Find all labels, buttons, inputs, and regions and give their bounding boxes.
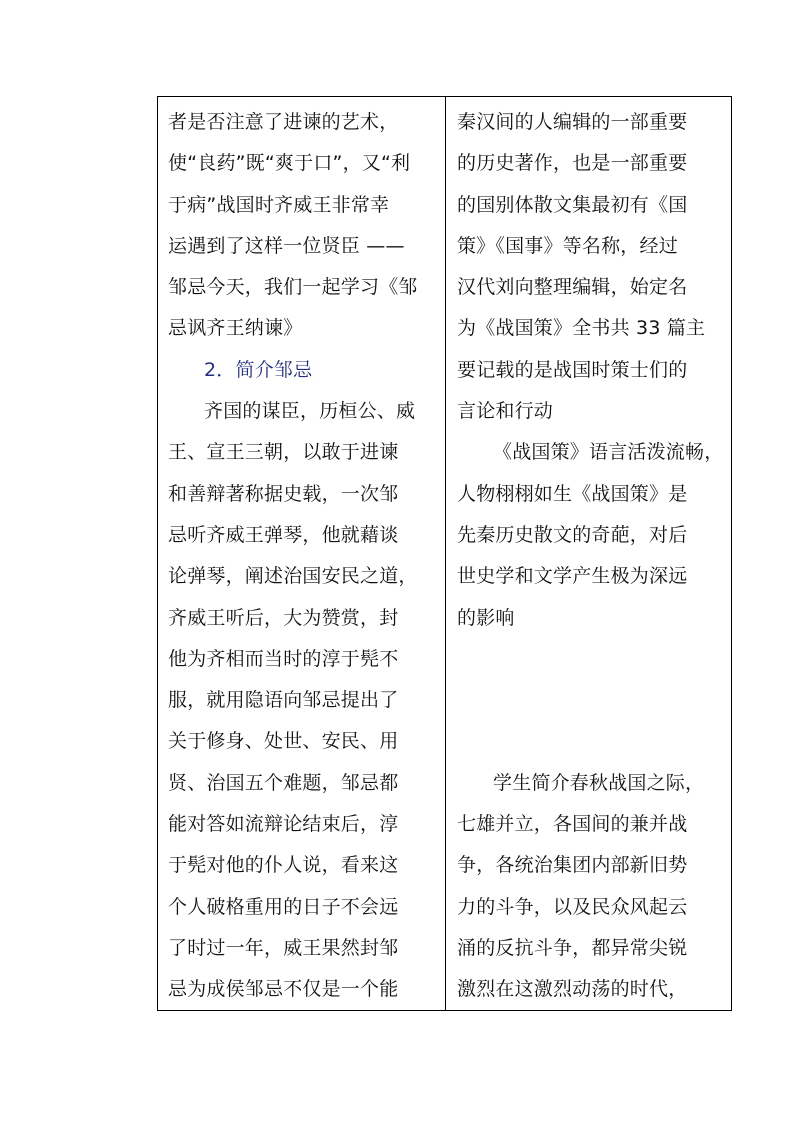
text-line: 使“良药”既“爽于口”，又“利	[168, 152, 411, 175]
text-line: 为《战国策》全书共 33 篇主	[457, 317, 706, 340]
text-line: 先秦历史散文的奇葩，对后	[457, 523, 688, 546]
text-line: 于髡对他的仆人说，看来这	[168, 854, 399, 877]
text-line: 的影响	[457, 606, 515, 629]
text-line: 要记载的是战国时策士们的	[457, 358, 688, 381]
text-line: 涌的反抗斗争，都异常尖锐	[457, 937, 688, 960]
text-line: 七雄并立，各国间的兼并战	[457, 813, 688, 836]
text-line: 忌讽齐王纳谏》	[168, 317, 303, 340]
left-column-cell	[158, 97, 446, 1010]
text-line: 汉代刘向整理编辑，始定名	[457, 276, 688, 299]
text-line: 于病”战国时齐威王非常幸	[168, 193, 390, 216]
content-table	[157, 96, 732, 1011]
text-line: 忌听齐威王弹琴，他就藉谈	[168, 523, 399, 546]
text-line: 《战国策》语言活泼流畅，	[493, 441, 724, 464]
text-line: 齐国的谋臣，历桓公、威	[204, 400, 416, 423]
text-line: 服，就用隐语向邹忌提出了	[168, 689, 399, 712]
text-line: 人物栩栩如生《战国策》是	[457, 482, 688, 505]
text-line: 贤、治国五个难题，邹忌都	[168, 771, 399, 794]
text-line: 个人破格重用的日子不会远	[168, 895, 399, 918]
text-line: 能对答如流辩论结束后，淳	[168, 813, 399, 836]
text-line: 的历史著作，也是一部重要	[457, 152, 688, 175]
text-line: 策》《国事》等名称，经过	[457, 234, 678, 257]
text-line: 邹忌今天，我们一起学习《邹	[168, 276, 418, 299]
text-line: 齐威王听后，大为赞赏，封	[168, 606, 399, 629]
text-line: 者是否注意了进谏的艺术，	[168, 111, 399, 133]
text-line: 忌为成侯邹忌不仅是一个能	[168, 978, 399, 1001]
text-line: 秦汉间的人编辑的一部重要	[457, 111, 688, 133]
text-line: 他为齐相而当时的淳于髡不	[168, 647, 399, 670]
text-line: 世史学和文学产生极为深远	[457, 565, 688, 588]
text-line: 运遇到了这样一位贤臣 ——	[168, 234, 405, 257]
text-line: 王、宣王三朝，以敢于进谏	[168, 441, 399, 464]
text-line: 力的斗争，以及民众风起云	[457, 895, 688, 918]
text-line: 争，各统治集团内部新旧势	[457, 854, 688, 877]
section-heading: 2．简介邹忌	[204, 358, 313, 381]
blank-space	[457, 639, 731, 763]
text-line: 论弹琴，阐述治国安民之道，	[168, 565, 418, 588]
text-line: 了时过一年，威王果然封邹	[168, 936, 399, 959]
right-column-cell	[446, 97, 731, 1010]
text-line: 言论和行动	[457, 400, 554, 423]
text-line: 学生简介春秋战国之际，	[493, 771, 705, 794]
text-line: 的国别体散文集最初有《国	[457, 193, 688, 216]
text-line: 关于修身、处世、安民、用	[168, 730, 399, 753]
text-line: 激烈在这激烈动荡的时代，	[457, 978, 688, 1001]
text-line: 和善辩著称据史载，一次邹	[168, 482, 399, 505]
